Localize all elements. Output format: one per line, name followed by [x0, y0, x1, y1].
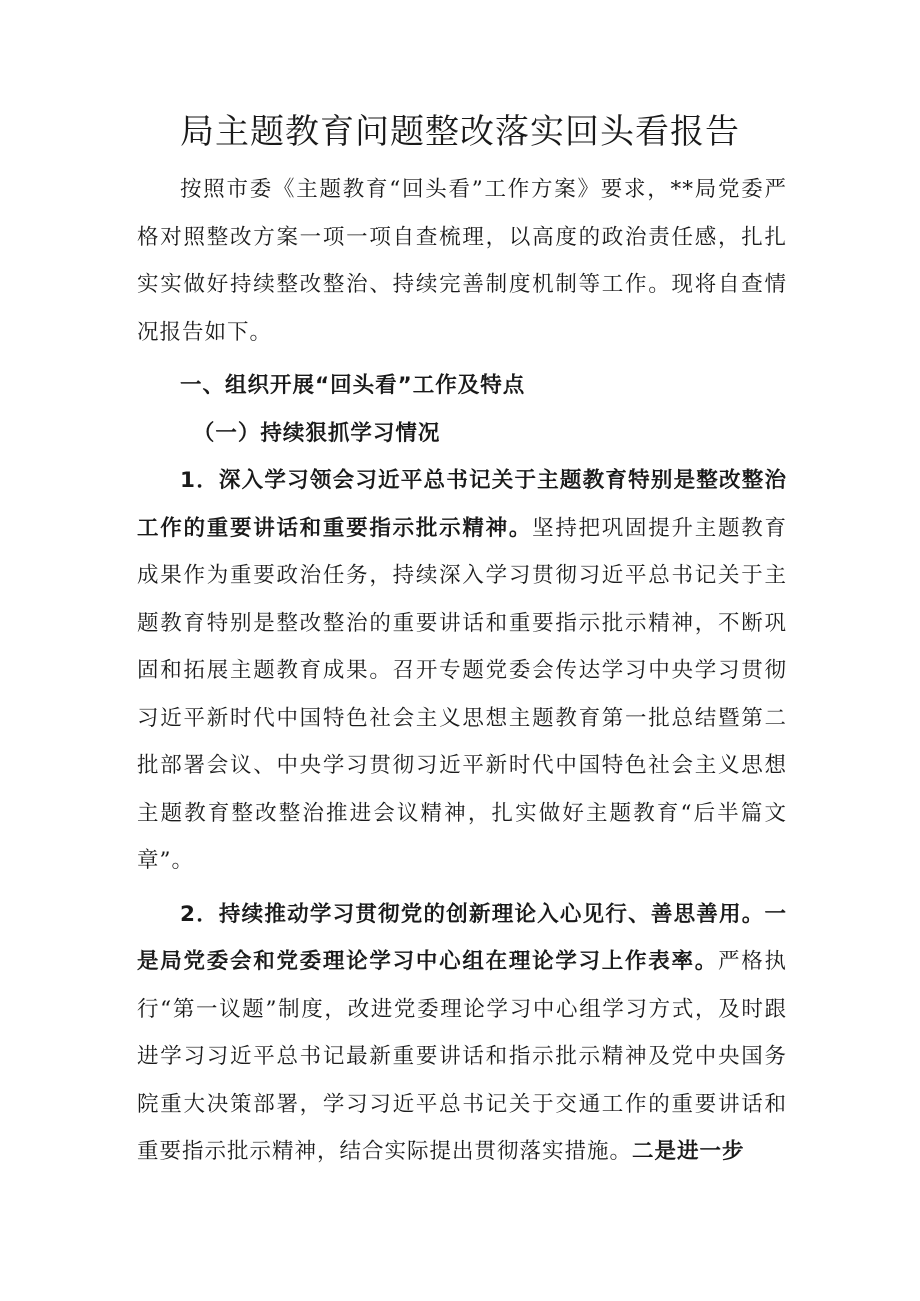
subsection-heading: （一）持续狠抓学习情况 [192, 420, 441, 446]
intro-paragraph: 按照市委《主题教育“回头看”工作方案》要求，**局党委严格对照整改方案一项一项自查梳理，以高度的政治责任感，扎扎实实做好持续整改整治、持续完善制度机制等工作。现将自查情况报告如下。 [137, 177, 787, 345]
item-2-text: 严格执行“第一议题”制度，改进党委理论学习中心组学习方式，及时跟进学习习近平总书记最新重要讲话和指示批示精神及党中央国务院重大决策部署，学习习近平总书记关于交通工作的重要讲话和重要指示批示精神，结合实际提出贯彻落实措施。 [137, 949, 787, 1164]
item-1-lead: 1．深入学习领会习近平总书记关于主题教育特别是整改整治工作的重要讲话和重要指示批示精神。 [137, 468, 787, 541]
item-2-lead: 2．持续推动学习贯彻党的创新理论入心见行、善思善用。一是局党委会和党委理论学习中心组在理论学习上作表率。 [137, 901, 787, 974]
document-body [137, 166, 787, 1176]
section-heading: 一、组织开展“回头看”工作及特点 [180, 373, 526, 398]
item-2-tail: 二是进一步 [632, 1139, 745, 1164]
item-1-text: 坚持把巩固提升主题教育成果作为重要政治任务，持续深入学习贯彻习近平总书记关于主题教育特别是整改整治的重要讲话和重要指示批示精神，不断巩固和拓展主题教育成果。召开专题党委会传达学习中央学习贯彻习近平新时代中国特色社会主义思想主题教育第一批总结暨第二批部署会议、中央学习贯彻习近平新时代中国特色社会主义思想主题教育整改整治推进会议精神，扎实做好主题教育“后半篇文章”。 [137, 515, 787, 873]
document-title: 局主题教育问题整改落实回头看报告 [180, 112, 740, 152]
item-2-paragraph [137, 891, 787, 1176]
item-1-paragraph [137, 457, 787, 885]
